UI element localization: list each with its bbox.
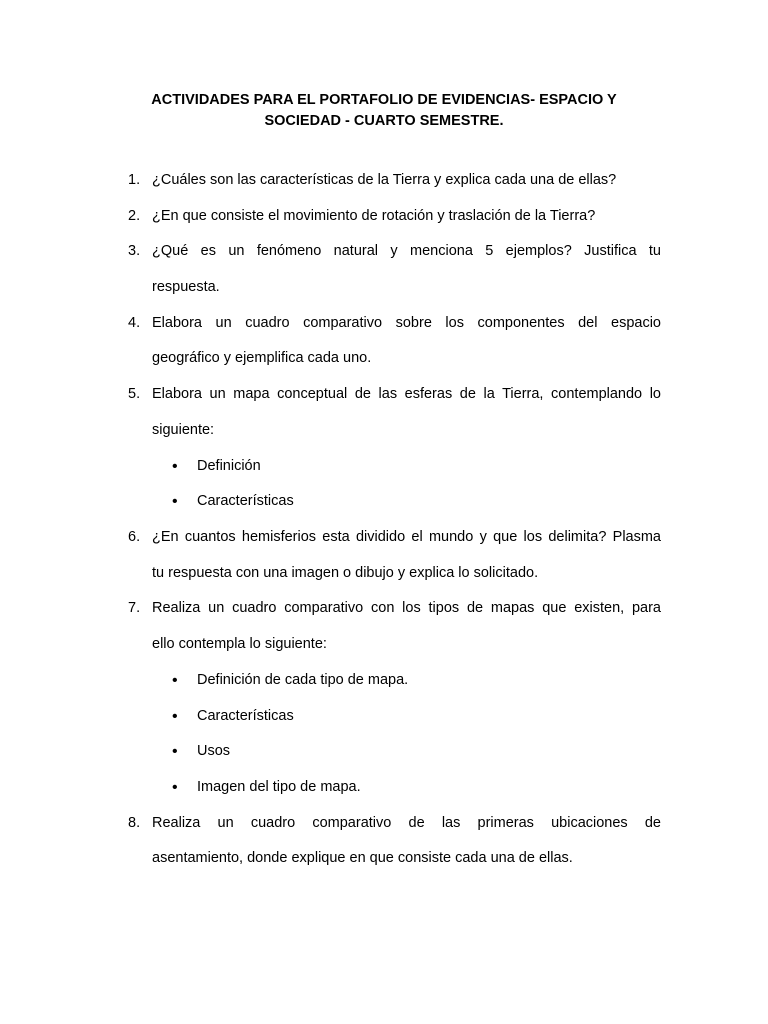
item-text: Elabora un mapa conceptual de las esferas de la Tierra, contemplando lo	[152, 386, 661, 403]
item-text: Realiza un cuadro comparativo con los tipos de mapas que existen, para	[152, 600, 661, 617]
item-text: Elabora un cuadro comparativo sobre los componentes del espacio	[152, 314, 661, 331]
item-number: 8.	[128, 814, 141, 831]
item-text: geográfico y ejemplifica cada uno.	[152, 350, 372, 367]
item-number: 5.	[128, 386, 141, 403]
title-line-2: SOCIEDAD - CUARTO SEMESTRE.	[264, 113, 504, 129]
item-text: ¿En cuantos hemisferios esta dividido el mundo y que los delimita? Plasma	[152, 529, 661, 545]
bullet-icon: •	[172, 457, 178, 475]
bullet-icon: •	[172, 493, 178, 511]
item-number: 2.	[128, 207, 141, 224]
bullet-icon: •	[172, 778, 178, 796]
item-text: respuesta.	[152, 279, 220, 296]
bullet-icon: •	[172, 743, 178, 761]
item-number: 1.	[128, 172, 141, 188]
item-number: 3.	[128, 243, 141, 260]
bullet-text: Características	[197, 707, 294, 724]
item-text: tu respuesta con una imagen o dibujo y explica lo solicitado.	[152, 564, 539, 581]
bullet-icon: •	[172, 707, 178, 725]
item-text: ello contempla lo siguiente:	[152, 636, 327, 653]
item-text: siguiente:	[152, 421, 215, 438]
bullet-text: Definición	[197, 457, 261, 474]
bullet-text: Imagen del tipo de mapa.	[197, 778, 361, 795]
item-number: 4.	[128, 314, 141, 331]
item-text: Realiza un cuadro comparativo de las primeras ubicaciones de	[152, 814, 661, 831]
item-number: 6.	[128, 529, 141, 545]
item-text: ¿Qué es un fenómeno natural y menciona 5 ejemplos? Justifica tu	[152, 243, 661, 260]
item-text: ¿Cuáles son las características de la Tierra y explica cada una de ellas?	[152, 172, 617, 188]
document-title	[130, 90, 638, 132]
bullet-text: Usos	[197, 743, 231, 760]
item-text: asentamiento, donde explique en que consiste cada una de ellas.	[152, 850, 573, 867]
item-number: 7.	[128, 600, 141, 617]
bullet-text: Definición de cada tipo de mapa.	[197, 671, 409, 688]
item-text: ¿En que consiste el movimiento de rotación y traslación de la Tierra?	[152, 207, 596, 224]
title-line-1: ACTIVIDADES PARA EL PORTAFOLIO DE EVIDENCIAS- ESPACIO Y	[151, 92, 617, 108]
bullet-icon: •	[172, 671, 178, 689]
bullet-text: Características	[197, 493, 294, 510]
